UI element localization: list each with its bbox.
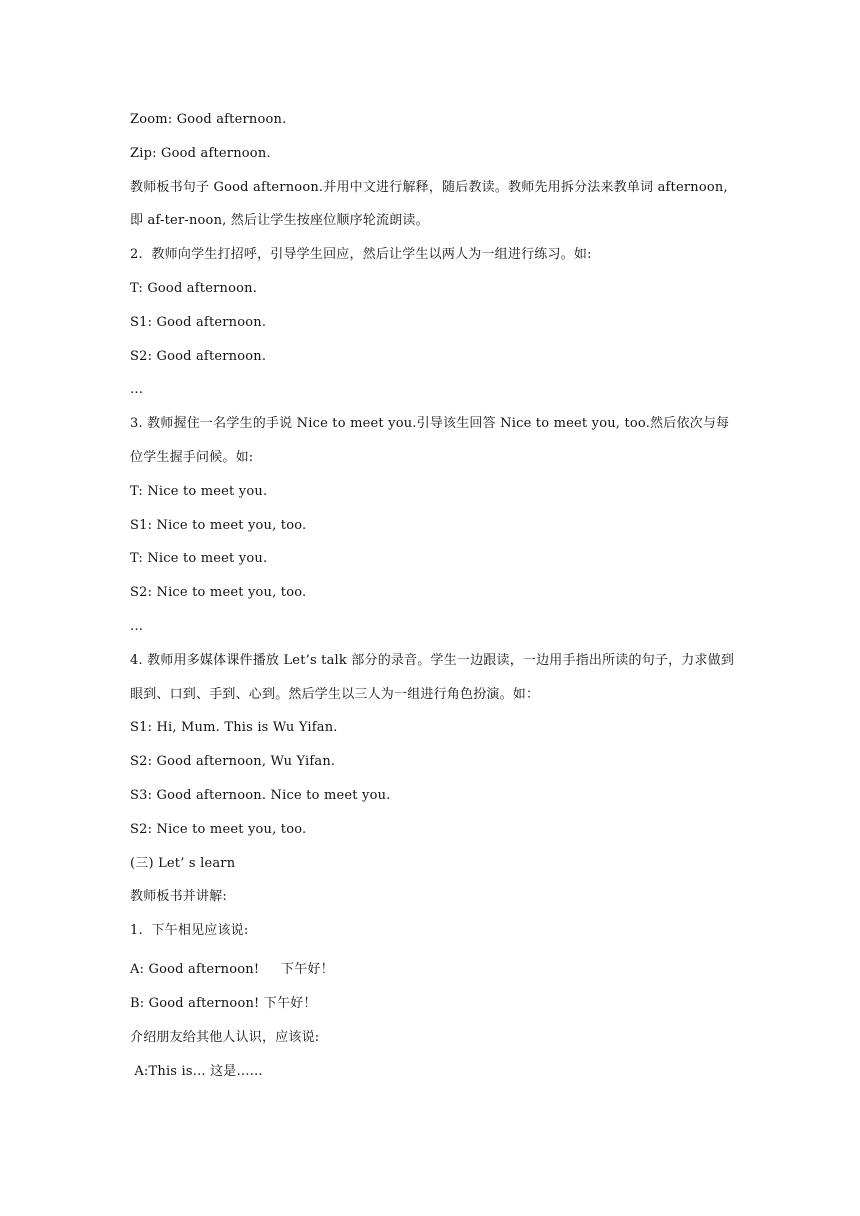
- paragraph: 4. 教师用多媒体课件播放 Let’s talk 部分的录音。学生一边跟读，一边用手指出所读的句子，力求做到眼到、口到、手到、心到。然后学生以三人为一组进行角色扮演。如：: [130, 652, 735, 702]
- dialogue-line: S2: Good afternoon.: [130, 348, 267, 364]
- paragraph: 2. 教师向学生打招呼，引导学生回应，然后让学生以两人为一组进行练习。如:: [130, 247, 592, 263]
- dialogue-line: A:This is... 这是……: [130, 1063, 263, 1079]
- section-heading: (三) Let’ s learn: [130, 855, 236, 871]
- dialogue-line: Zip: Good afternoon.: [130, 145, 271, 161]
- ellipsis-line: …: [130, 382, 144, 398]
- dialogue-line: Zoom: Good afternoon.: [130, 112, 287, 127]
- dialogue-line: A: Good afternoon! 下午好！: [130, 962, 334, 978]
- ellipsis-line: …: [130, 618, 144, 634]
- dialogue-line: S1: Nice to meet you, too.: [130, 517, 307, 533]
- paragraph: 教师板书并讲解:: [130, 889, 227, 905]
- document-body: [130, 110, 740, 1095]
- dialogue-line: B: Good afternoon! 下午好！: [130, 995, 317, 1011]
- dialogue-line: T: Nice to meet you.: [130, 483, 268, 499]
- dialogue-line: S2: Nice to meet you, too.: [130, 585, 307, 601]
- dialogue-line: T: Good afternoon.: [130, 280, 258, 296]
- list-item: 1. 下午相见应该说:: [130, 923, 249, 939]
- dialogue-line: T: Nice to meet you.: [130, 551, 268, 567]
- paragraph: 3. 教师握住一名学生的手说 Nice to meet you.引导该生回答 Nice to meet you, too.然后依次与每位学生握手问候。如:: [130, 416, 730, 465]
- paragraph: 介绍朋友给其他人认识，应该说:: [130, 1029, 320, 1045]
- paragraph: 教师板书句子 Good afternoon.并用中文进行解释，随后教读。教师先用拆分法来教单词 afternoon, 即 af-ter-noon, 然后让学生按座位顺序轮流朗读。: [130, 179, 728, 229]
- dialogue-line: S1: Hi, Mum. This is Wu Yifan.: [130, 720, 338, 736]
- dialogue-line: S2: Nice to meet you, too.: [130, 821, 307, 837]
- dialogue-line: S3: Good afternoon. Nice to meet you.: [130, 787, 391, 803]
- dialogue-line: S1: Good afternoon.: [130, 314, 267, 330]
- dialogue-line: S2: Good afternoon, Wu Yifan.: [130, 754, 336, 770]
